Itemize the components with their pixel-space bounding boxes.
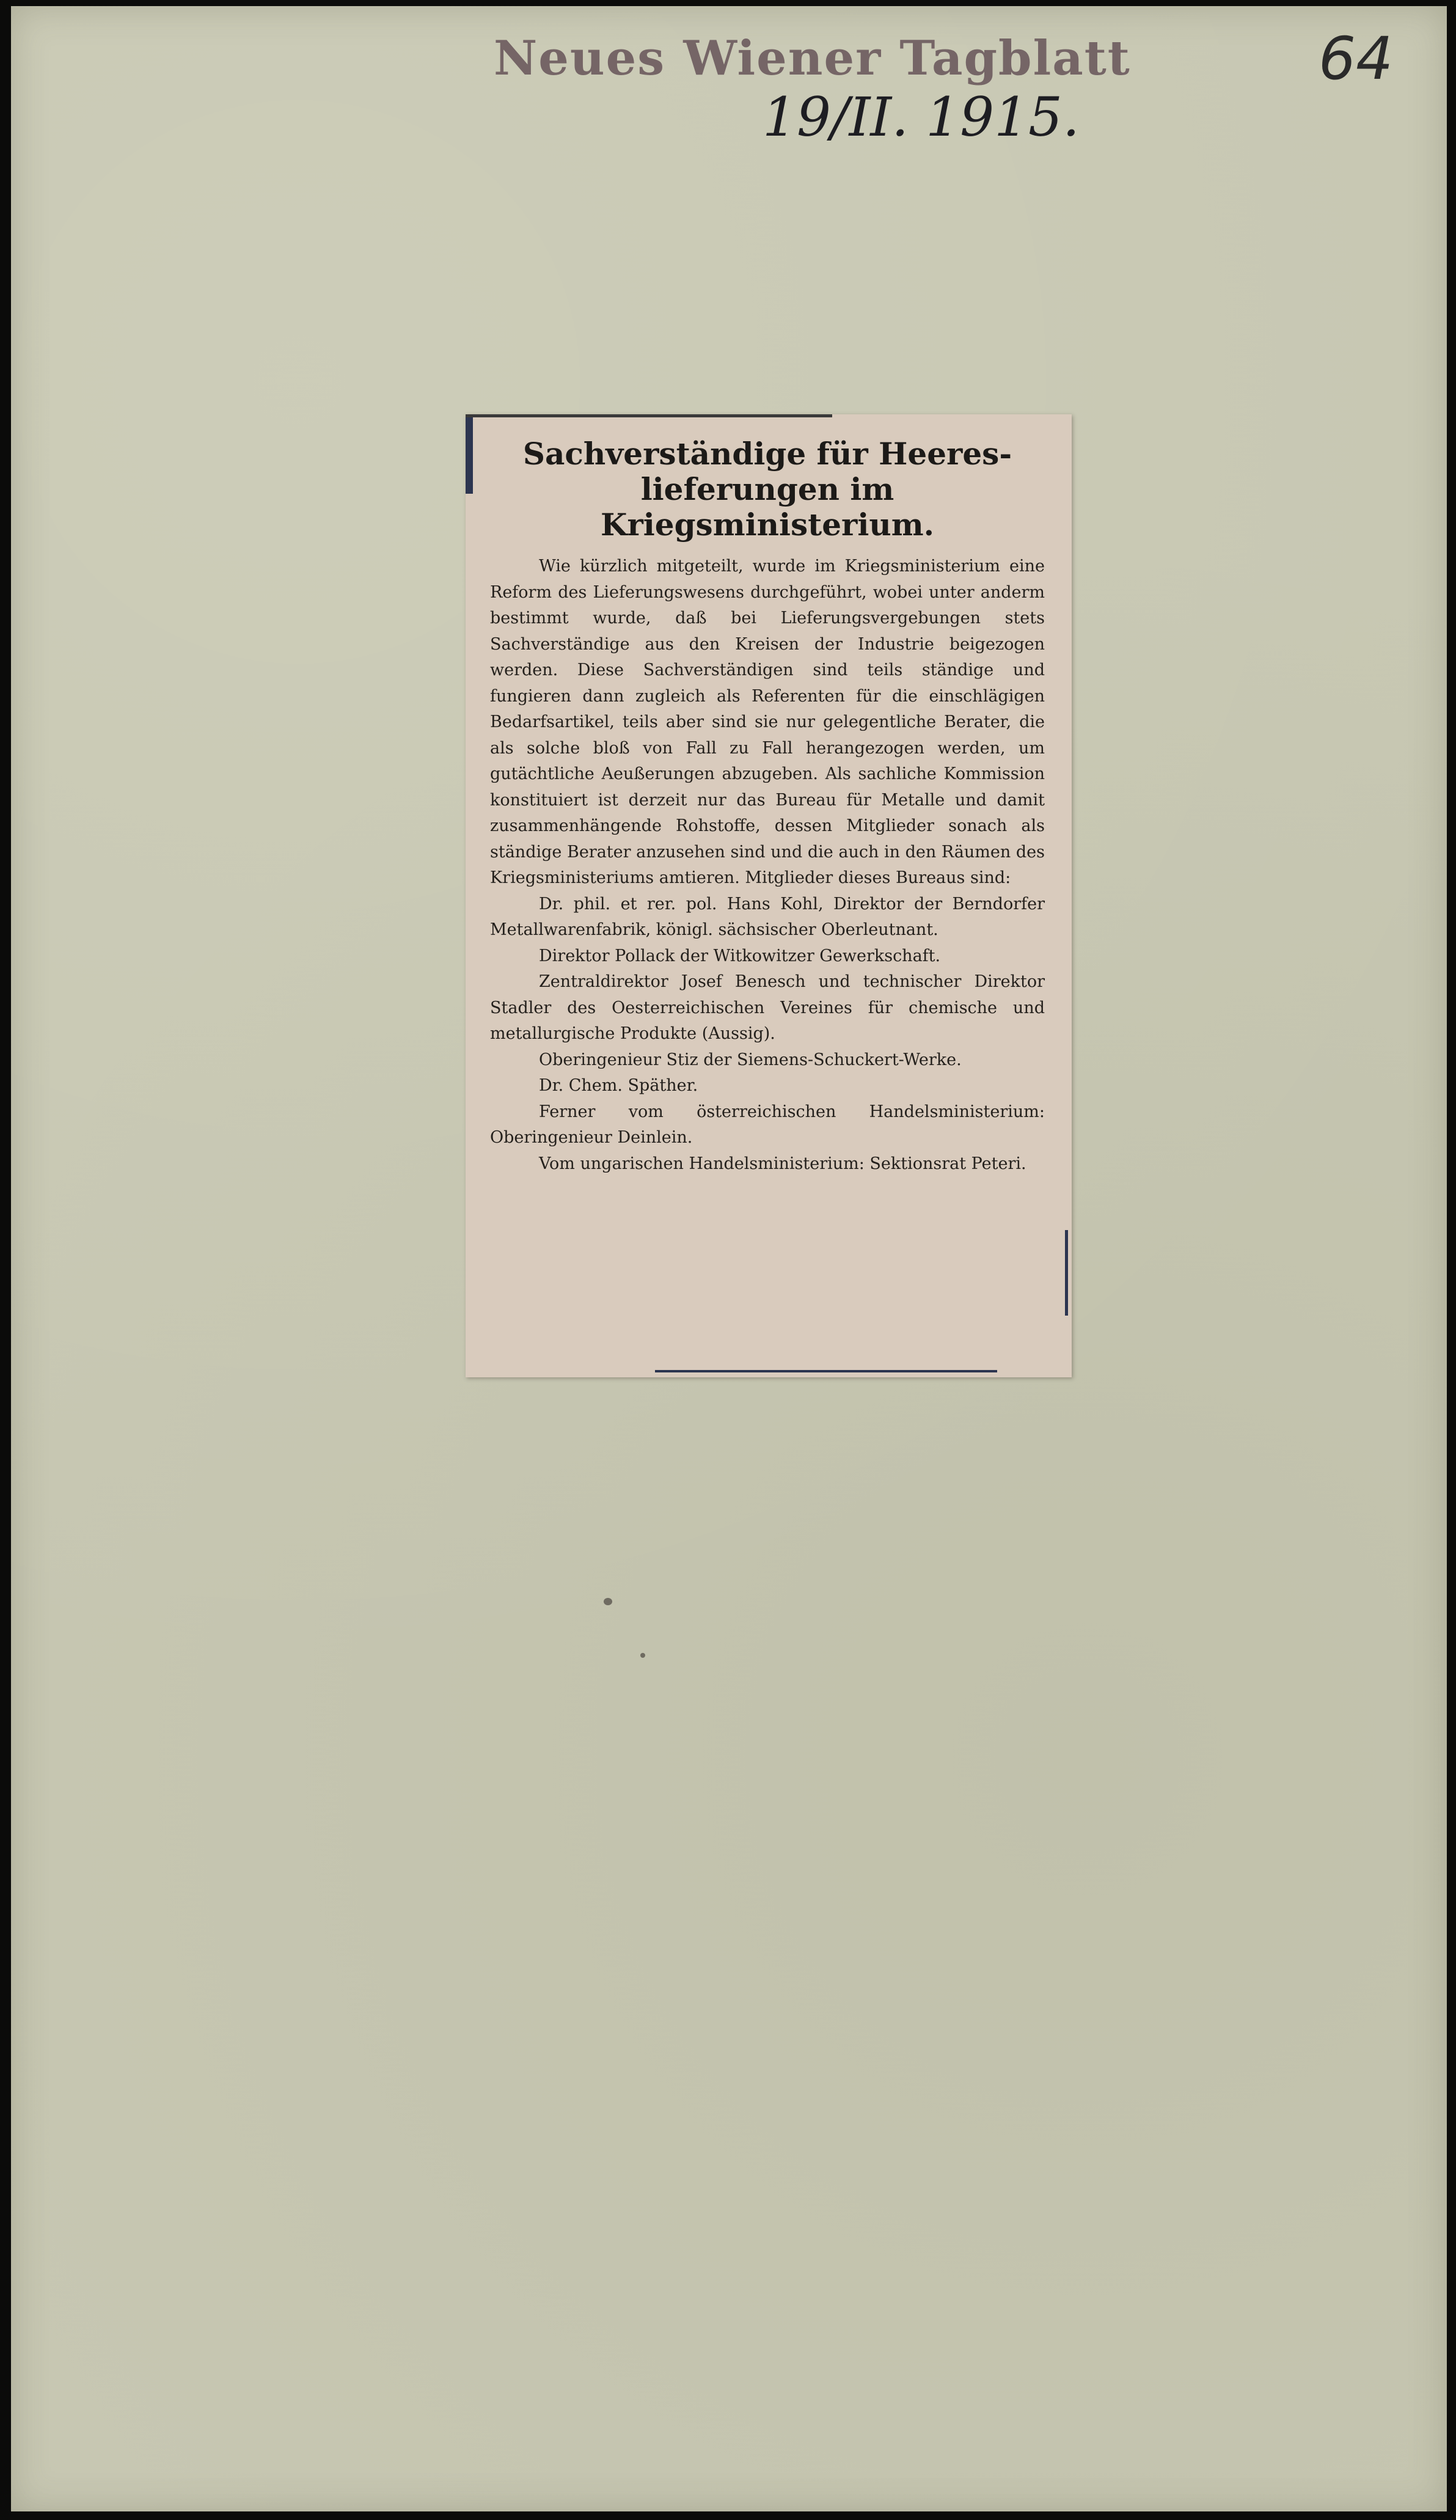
clipping-bottom-rule bbox=[655, 1370, 997, 1372]
headline-line: lieferungen im Kriegsministerium. bbox=[600, 471, 935, 543]
newspaper-stamp: Neues Wiener Tagblatt bbox=[494, 31, 1131, 86]
member-entry: Direktor Pollack der Witkowitzer Gewerkschaft. bbox=[539, 946, 941, 965]
clipping-top-rule bbox=[466, 414, 832, 417]
member-entry: Oberingenieur Stiz der Siemens-Schuckert-Werke. bbox=[539, 1050, 962, 1069]
member-entry: Vom ungarischen Handelsministerium: Sektionsrat Peteri. bbox=[539, 1154, 1026, 1173]
headline-line: Sachverständige für Heeres- bbox=[522, 436, 1012, 472]
paper-speck bbox=[640, 1653, 645, 1658]
article-headline bbox=[490, 436, 1045, 543]
member-entry: Dr. Chem. Späther. bbox=[539, 1076, 698, 1095]
article-paragraph: Wie kürzlich mitgeteilt, wurde im Kriegsministerium eine Reform des Lieferungswesens durchgeführt, wobei unter anderm bestimmt wurde, daß bei Lieferungsvergebungen stets Sachverständige aus den Kreisen der Industrie beigezogen werden. Diese Sachverständigen sind teils ständige und fungieren dann zugleich als Referenten für die einschlägigen Bedarfsartikel, teils aber sind sie nur gelegentliche Berater, die als solche bloß von Fall zu Fall herangezogen werden, um gutächtliche Aeußerungen abzugeben. Als sachliche Kommission konstituiert ist derzeit nur das Bureau für Metalle und damit zusammenhängende Rohstoffe, dessen Mitglieder sonach als ständige Berater anzusehen sind und die auch in den Räumen des Kriegsministeriums amtieren. Mitglieder dieses Bureaus sind: bbox=[490, 557, 1045, 887]
member-entry: Ferner vom österreichischen Handelsministerium: Oberingenieur Deinlein. bbox=[490, 1102, 1045, 1147]
archive-sheet bbox=[11, 6, 1447, 2511]
handwritten-date: 19/II. 1915. bbox=[763, 86, 1080, 148]
member-entry: Dr. phil. et rer. pol. Hans Kohl, Direktor der Berndorfer Metallwarenfabrik, königl. sächsischer Oberleutnant. bbox=[490, 894, 1045, 939]
folio-number: 64 bbox=[1319, 24, 1394, 93]
member-entry: Zentraldirektor Josef Benesch und technischer Direktor Stadler des Oesterreichischen Vereines für chemische und metallurgische Produkte (Aussig). bbox=[490, 972, 1045, 1043]
clipping-edge-mark bbox=[1065, 1230, 1068, 1316]
paper-speck bbox=[604, 1598, 612, 1605]
newspaper-clipping bbox=[466, 414, 1072, 1377]
clipping-edge-mark bbox=[466, 414, 473, 494]
